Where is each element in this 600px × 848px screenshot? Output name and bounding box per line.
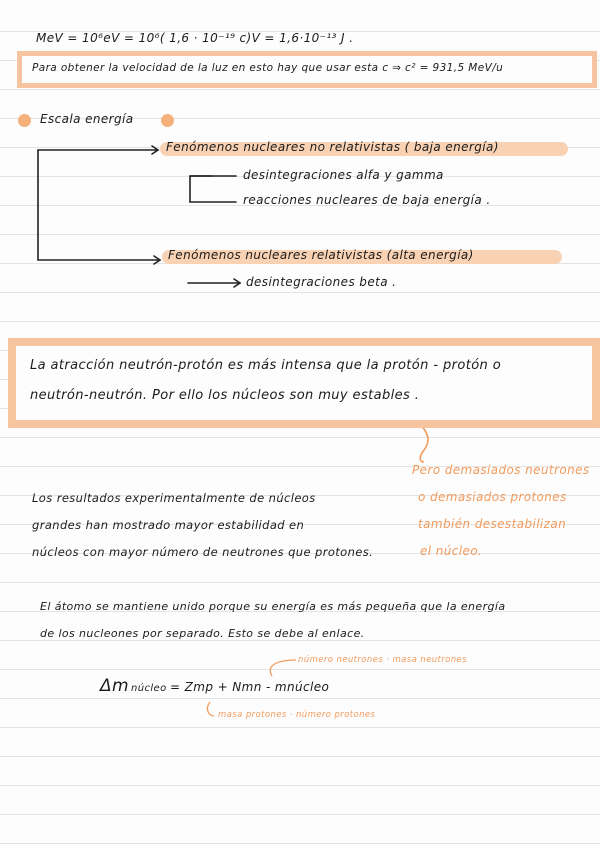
side-note-line-1: Pero demasiados neutrones <box>412 463 590 477</box>
side-note-line-2: o demasiados protones <box>418 490 567 504</box>
light-speed-note: Para obtener la velocidad de la luz en esto hay que usar esta c ⇒ c² = 931,5 MeV/u <box>32 62 504 74</box>
rel-item-1: desintegraciones beta . <box>246 275 397 289</box>
energy-scale-title: Escala energía <box>40 112 134 126</box>
attraction-line-2: neutrón-neutrón. Por ello los núcleos son muy estables . <box>30 388 420 403</box>
neutron-note-arrow <box>270 660 296 676</box>
atom-line-2: de los nucleones por separado. Esto se debe al enlace. <box>40 627 365 640</box>
equation-subscript: núcleo <box>131 683 167 694</box>
results-line-3: núcleos con mayor número de neutrones que protones. <box>32 545 374 559</box>
attraction-box <box>8 338 600 428</box>
non-rel-item-1: desintegraciones alfa y gamma <box>243 168 444 182</box>
side-note-line-4: el núcleo. <box>420 544 483 558</box>
attraction-line-1: La atracción neutrón-protón es más intensa que la protón - protón o <box>30 358 502 373</box>
side-note-line-3: también desestabilizan <box>418 517 567 531</box>
equation-delta: Δm <box>100 676 129 696</box>
equation-rhs: = Zmp + Nmn - mnúcleo <box>170 680 330 694</box>
non-relativistic-label: Fenómenos nucleares no relativistas ( baja energía) <box>166 140 499 154</box>
atom-line-1: El átomo se mantiene unido porque su energía es más pequeña que la energía <box>40 600 506 613</box>
proton-note-arrow <box>207 702 214 716</box>
relativistic-label: Fenómenos nucleares relativistas (alta energía) <box>168 248 474 262</box>
mev-formula: MeV = 10⁶eV = 10⁶( 1,6 · 10⁻¹⁹ c)V = 1,6·10⁻¹³ J . <box>36 31 354 45</box>
results-line-1: Los resultados experimentalmente de núcleos <box>32 491 316 505</box>
non-rel-item-2: reacciones nucleares de baja energía . <box>243 193 491 207</box>
proton-note: masa protones · número protones <box>218 710 376 720</box>
neutron-note: número neutrones · masa neutrones <box>298 655 467 665</box>
results-line-2: grandes han mostrado mayor estabilidad en <box>32 518 305 532</box>
